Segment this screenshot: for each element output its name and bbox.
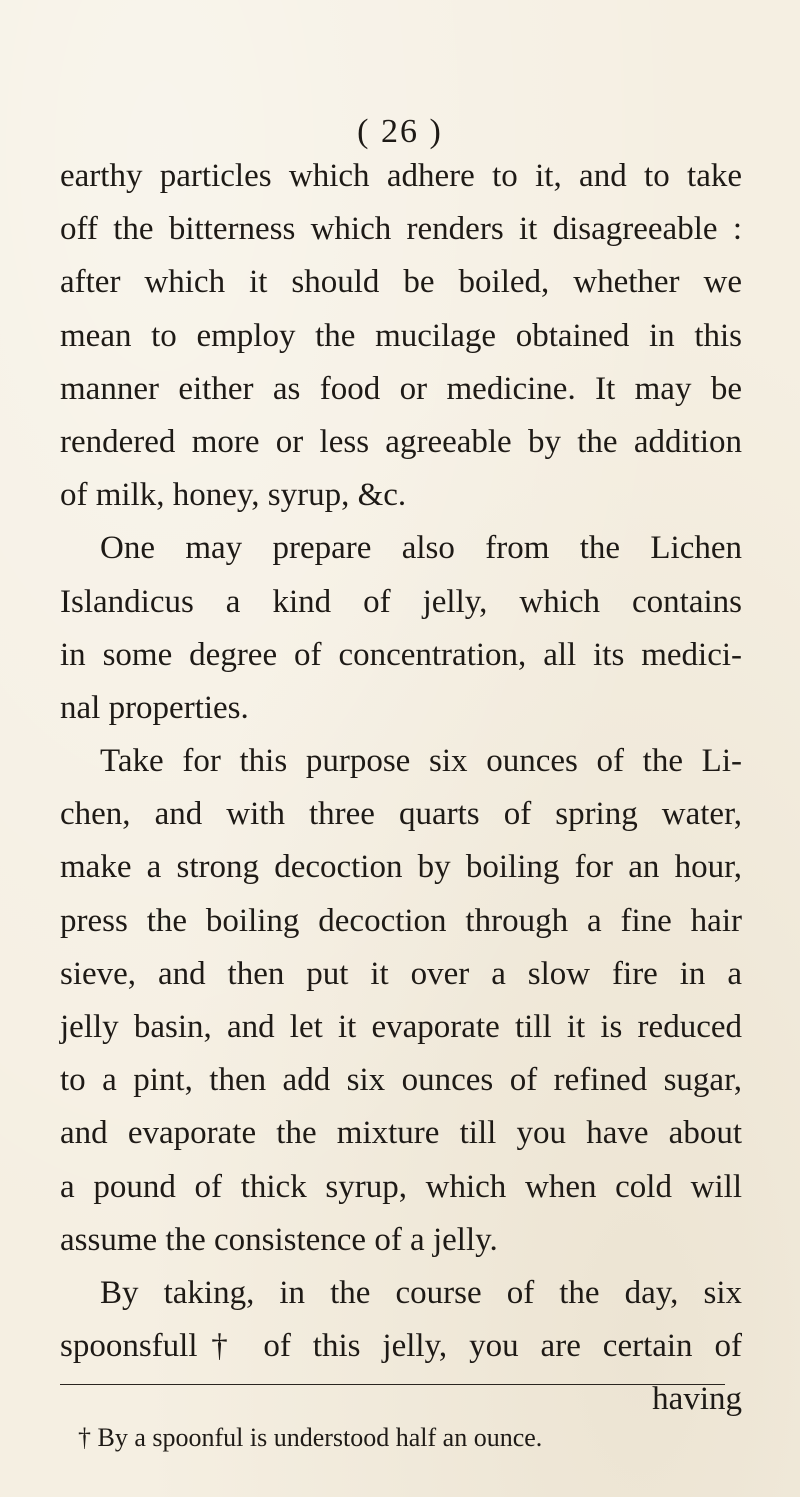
text-line: make a strong decoction by boiling for an hour, bbox=[60, 849, 742, 886]
text-line: nal properties. bbox=[60, 689, 249, 726]
text-line: One may prepare also from the Lichen bbox=[100, 530, 742, 567]
text-line: sieve, and then put it over a slow fire in a bbox=[60, 955, 742, 992]
text-line: Take for this purpose six ounces of the Li- bbox=[100, 743, 742, 780]
text-line: press the boiling decoction through a fine hair bbox=[60, 902, 742, 939]
text-line: manner either as food or medicine. It may be bbox=[60, 370, 742, 407]
text-line: after which it should be boiled, whether we bbox=[60, 264, 742, 301]
text-line: spoonsfull† of this jelly, you are certain of bbox=[60, 1328, 742, 1365]
text-line: chen, and with three quarts of spring water, bbox=[60, 796, 742, 833]
text-line: of milk, honey, syrup, &c. bbox=[60, 477, 407, 514]
text-line: rendered more or less agreeable by the addition bbox=[60, 423, 742, 460]
footnote: † By a spoonful is understood half an ounce. bbox=[78, 1423, 543, 1452]
text-line: in some degree of concentration, all its medici- bbox=[60, 636, 742, 673]
text-line: to a pint, then add six ounces of refined sugar, bbox=[60, 1062, 742, 1099]
text-line: mean to employ the mucilage obtained in this bbox=[60, 317, 742, 354]
text-line: and evaporate the mixture till you have about bbox=[60, 1115, 742, 1152]
text-line: earthy particles which adhere to it, and to take bbox=[60, 158, 742, 194]
footnote-divider bbox=[60, 1384, 725, 1385]
catchword: having bbox=[652, 1381, 742, 1418]
text-line: assume the consistence of a jelly. bbox=[60, 1221, 498, 1258]
text-line: By taking, in the course of the day, six bbox=[100, 1274, 742, 1311]
text-line: a pound of thick syrup, which when cold will bbox=[60, 1168, 742, 1205]
text-line: jelly basin, and let it evaporate till it is reduced bbox=[60, 1009, 742, 1045]
text-line: Islandicus a kind of jelly, which contains bbox=[60, 583, 742, 620]
page-number: ( 26 ) bbox=[357, 113, 443, 150]
text-line: off the bitterness which renders it disagreeable : bbox=[60, 211, 742, 248]
body-text bbox=[60, 150, 742, 1427]
